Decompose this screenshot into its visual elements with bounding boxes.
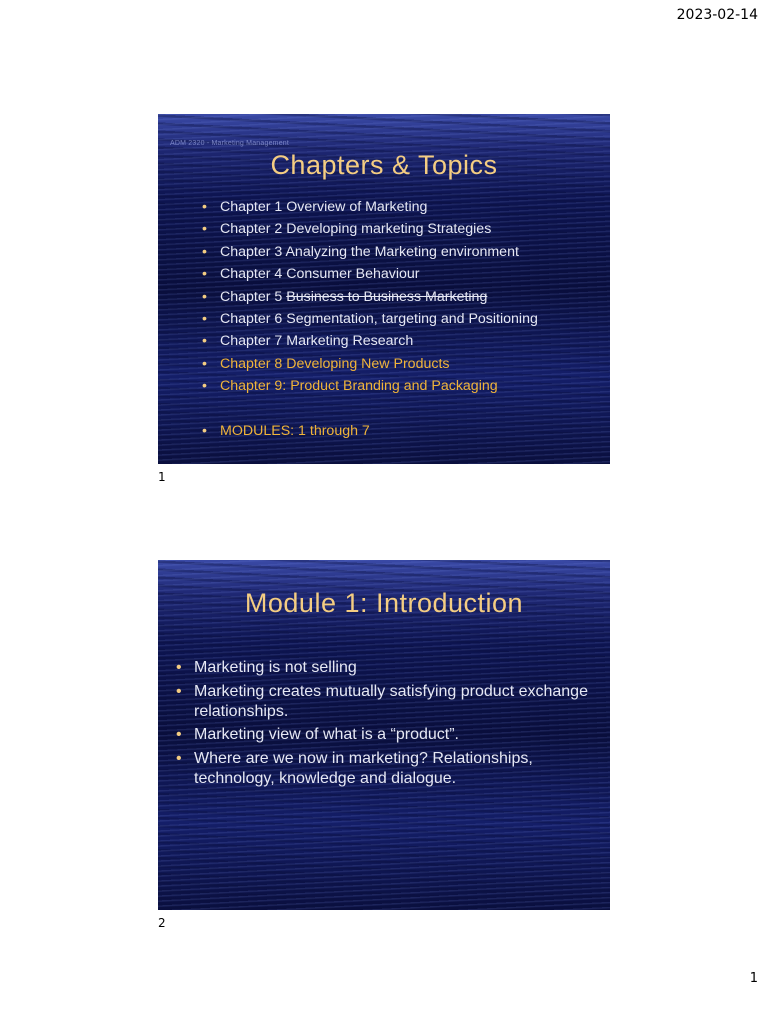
slide-number: 2 [158,916,166,930]
chapter-list [202,196,602,442]
list-item-chapter-9: • Chapter 9: Product Branding and Packaging [202,375,602,397]
print-date: 2023-02-14 [676,7,758,23]
list-item-chapter-5: • Chapter 5 Business to Business Marketing [202,286,602,308]
slide-number: 1 [158,470,166,484]
slide-module-1-introduction [158,560,610,910]
slide-title: Chapters & Topics [270,150,498,180]
list-item-chapter-3: • Chapter 3 Analyzing the Marketing environment [202,241,602,263]
list-item-chapter-4: • Chapter 4 Consumer Behaviour [202,263,602,285]
list-item: • Marketing is not selling [176,658,596,678]
list-item-chapter-1: • Chapter 1 Overview of Marketing [202,196,602,218]
list-item-chapter-7: • Chapter 7 Marketing Research [202,330,602,352]
list-item-chapter-6: • Chapter 6 Segmentation, targeting and Positioning [202,308,602,330]
struck-topic: Business to Business Marketing [286,288,488,305]
list-item-chapter-8: • Chapter 8 Developing New Products [202,353,602,375]
list-item-chapter-2: • Chapter 2 Developing marketing Strategies [202,218,602,240]
list-item: • Marketing view of what is a “product”. [176,725,596,745]
list-item: • Marketing creates mutually satisfying product exchange relationships. [176,682,596,722]
slide-chapters-topics [158,114,610,464]
intro-points-list [176,658,596,792]
list-item-modules: • MODULES: 1 through 7 [202,420,602,442]
page-number: 1 [749,971,758,986]
list-item: • Where are we now in marketing? Relationships, technology, knowledge and dialogue. [176,749,596,789]
slide-header-caption: ADM 2320 - Marketing Management [170,140,290,147]
slide-title: Module 1: Introduction [244,588,524,618]
